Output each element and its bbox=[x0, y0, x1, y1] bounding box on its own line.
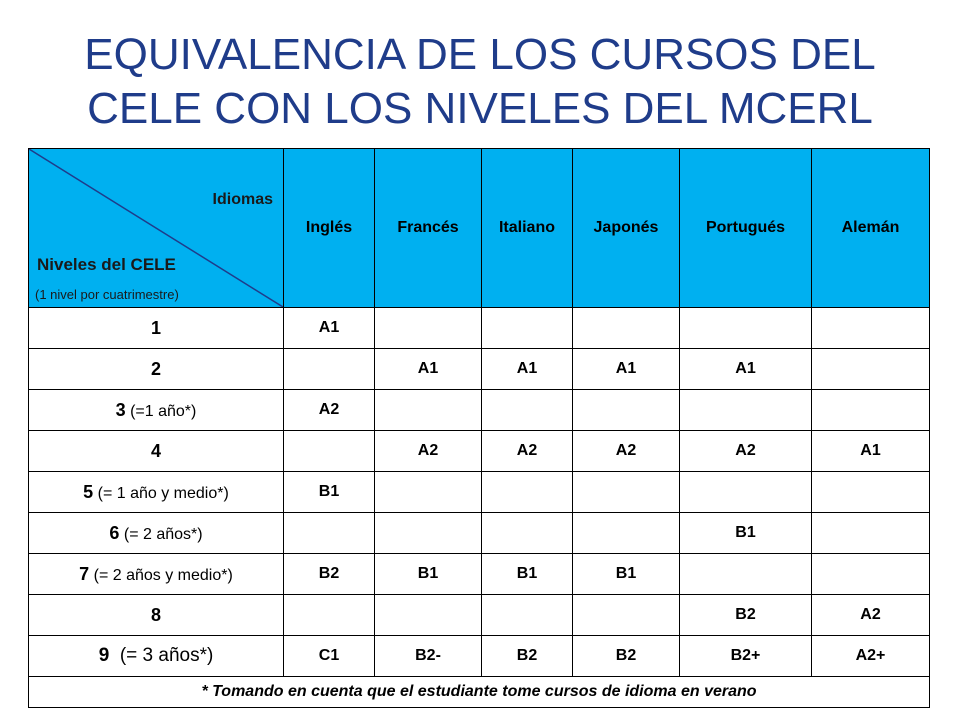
level-cell-value bbox=[482, 595, 573, 636]
level-cell-value: B1 bbox=[482, 554, 573, 595]
table-header-row bbox=[29, 149, 930, 308]
level-cell-value: B2 bbox=[482, 636, 573, 677]
level-note: (=1 año*) bbox=[125, 402, 197, 420]
level-cell-value: A2 bbox=[680, 431, 812, 472]
level-note: (= 2 años*) bbox=[119, 525, 203, 543]
level-cell-value: A1 bbox=[573, 349, 680, 390]
table-row bbox=[29, 595, 930, 636]
level-cell-value: A1 bbox=[812, 431, 930, 472]
table-row bbox=[29, 431, 930, 472]
level-cell bbox=[29, 349, 284, 390]
level-cell bbox=[29, 472, 284, 513]
level-cell-value: A1 bbox=[284, 308, 375, 349]
title-line-2: CELE CON LOS NIVELES DEL MCERL bbox=[87, 84, 873, 133]
level-cell bbox=[29, 431, 284, 472]
level-cell-value bbox=[812, 308, 930, 349]
level-cell-value: A1 bbox=[375, 349, 482, 390]
level-cell bbox=[29, 390, 284, 431]
level-number: 6 bbox=[109, 522, 120, 543]
level-cell-value bbox=[284, 349, 375, 390]
level-cell-value: B1 bbox=[284, 472, 375, 513]
level-cell bbox=[29, 513, 284, 554]
level-cell bbox=[29, 554, 284, 595]
level-cell-value: A2 bbox=[812, 595, 930, 636]
level-cell-value bbox=[812, 554, 930, 595]
level-cell-value bbox=[812, 472, 930, 513]
level-cell-value bbox=[284, 431, 375, 472]
level-cell-value bbox=[573, 472, 680, 513]
level-cell-value bbox=[812, 513, 930, 554]
level-cell-value: B2+ bbox=[680, 636, 812, 677]
table-body bbox=[29, 308, 930, 677]
level-cell-value bbox=[482, 308, 573, 349]
level-number: 3 bbox=[115, 399, 126, 420]
level-cell-value: B2 bbox=[573, 636, 680, 677]
level-cell-value bbox=[375, 390, 482, 431]
level-cell-value bbox=[284, 595, 375, 636]
table-row bbox=[29, 349, 930, 390]
level-cell-value bbox=[680, 390, 812, 431]
header-lang: Italiano bbox=[482, 149, 573, 308]
level-cell-value: C1 bbox=[284, 636, 375, 677]
level-cell-value: B1 bbox=[573, 554, 680, 595]
level-cell-value bbox=[375, 308, 482, 349]
level-cell-value bbox=[573, 308, 680, 349]
table-row bbox=[29, 636, 930, 677]
level-cell-value: B1 bbox=[375, 554, 482, 595]
corner-levels-label: Niveles del CELE bbox=[37, 255, 176, 274]
level-note: (= 3 años*) bbox=[109, 645, 214, 666]
header-lang: Inglés bbox=[284, 149, 375, 308]
level-cell-value bbox=[375, 513, 482, 554]
level-cell-value bbox=[573, 595, 680, 636]
level-cell-value: B1 bbox=[680, 513, 812, 554]
corner-levels-note: (1 nivel por cuatrimestre) bbox=[35, 287, 179, 302]
level-cell-value: A1 bbox=[680, 349, 812, 390]
level-cell-value bbox=[375, 595, 482, 636]
header-lang: Alemán bbox=[812, 149, 930, 308]
level-number: 1 bbox=[150, 317, 161, 338]
level-cell-value bbox=[680, 554, 812, 595]
level-cell-value: B2- bbox=[375, 636, 482, 677]
page-title bbox=[0, 28, 960, 136]
level-cell-value: A2 bbox=[284, 390, 375, 431]
level-cell-value: A2 bbox=[375, 431, 482, 472]
level-cell-value bbox=[573, 513, 680, 554]
level-cell-value bbox=[482, 472, 573, 513]
level-cell-value: B2 bbox=[284, 554, 375, 595]
level-cell-value bbox=[812, 390, 930, 431]
table-row bbox=[29, 472, 930, 513]
header-lang: Francés bbox=[375, 149, 482, 308]
level-cell-value bbox=[680, 472, 812, 513]
level-number: 4 bbox=[150, 440, 161, 461]
level-number: 8 bbox=[150, 604, 161, 625]
table-row bbox=[29, 308, 930, 349]
corner-languages-label: Idiomas bbox=[212, 191, 273, 208]
level-number: 2 bbox=[150, 358, 161, 379]
level-cell-value bbox=[284, 513, 375, 554]
level-cell-value bbox=[482, 513, 573, 554]
level-cell bbox=[29, 595, 284, 636]
level-cell-value: A2 bbox=[482, 431, 573, 472]
title-line-1: EQUIVALENCIA DE LOS CURSOS DEL bbox=[84, 30, 876, 79]
level-number: 5 bbox=[83, 481, 94, 502]
level-cell bbox=[29, 636, 284, 677]
level-cell-value bbox=[812, 349, 930, 390]
level-cell bbox=[29, 308, 284, 349]
header-lang: Japonés bbox=[573, 149, 680, 308]
level-note: (= 1 año y medio*) bbox=[93, 484, 229, 502]
footnote: * Tomando en cuenta que el estudiante tome cursos de idioma en verano bbox=[29, 677, 930, 708]
diagonal-divider bbox=[29, 149, 283, 307]
level-cell-value bbox=[482, 390, 573, 431]
table-row bbox=[29, 513, 930, 554]
level-number: 9 bbox=[98, 645, 110, 666]
level-note: (= 2 años y medio*) bbox=[89, 566, 233, 584]
level-cell-value: A1 bbox=[482, 349, 573, 390]
level-cell-value bbox=[573, 390, 680, 431]
level-cell-value: B2 bbox=[680, 595, 812, 636]
footnote-row bbox=[29, 677, 930, 708]
level-cell-value bbox=[375, 472, 482, 513]
equivalence-table bbox=[28, 148, 930, 708]
level-cell-value: A2 bbox=[573, 431, 680, 472]
table-row bbox=[29, 554, 930, 595]
header-lang: Portugués bbox=[680, 149, 812, 308]
level-cell-value bbox=[680, 308, 812, 349]
table-row bbox=[29, 390, 930, 431]
level-number: 7 bbox=[79, 563, 90, 584]
level-cell-value: A2+ bbox=[812, 636, 930, 677]
corner-header-cell bbox=[29, 149, 284, 308]
